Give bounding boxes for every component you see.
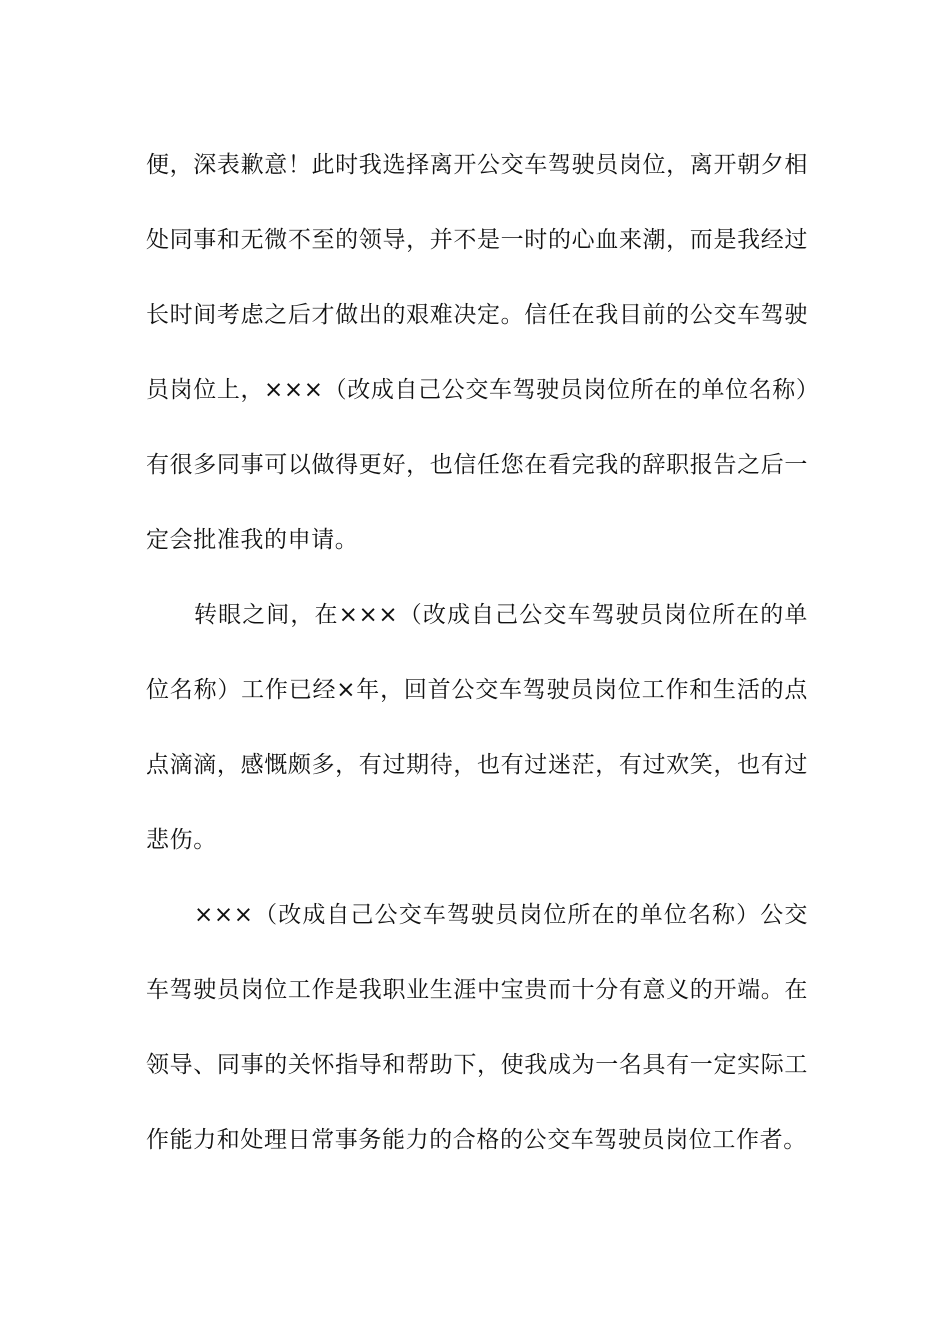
- paragraph-2: 转眼之间，在×××（改成自己公交车驾驶员岗位所在的单位名称）工作已经×年，回首公交车驾驶员岗位工作和生活的点点滴滴，感慨颇多，有过期待，也有过迷茫，有过欢笑，也有过悲伤。: [146, 602, 808, 853]
- paragraph-1: 便，深表歉意！此时我选择离开公交车驾驶员岗位，离开朝夕相处同事和无微不至的领导，并不是一时的心血来潮，而是我经过长时间考虑之后才做出的艰难决定。信任在我目前的公交车驾驶员岗位上，×××（改成自己公交车驾驶员岗位所在的单位名称）有很多同事可以做得更好，也信任您在看完我的辞职报告之后一定会批准我的申请。: [146, 152, 808, 553]
- paragraph-3: ×××（改成自己公交车驾驶员岗位所在的单位名称）公交车驾驶员岗位工作是我职业生涯中宝贵而十分有意义的开端。在领导、同事的关怀指导和帮助下，使我成为一名具有一定实际工作能力和处理日常事务能力的合格的公交车驾驶员岗位工作者。: [146, 902, 808, 1153]
- document-body: [146, 128, 808, 1178]
